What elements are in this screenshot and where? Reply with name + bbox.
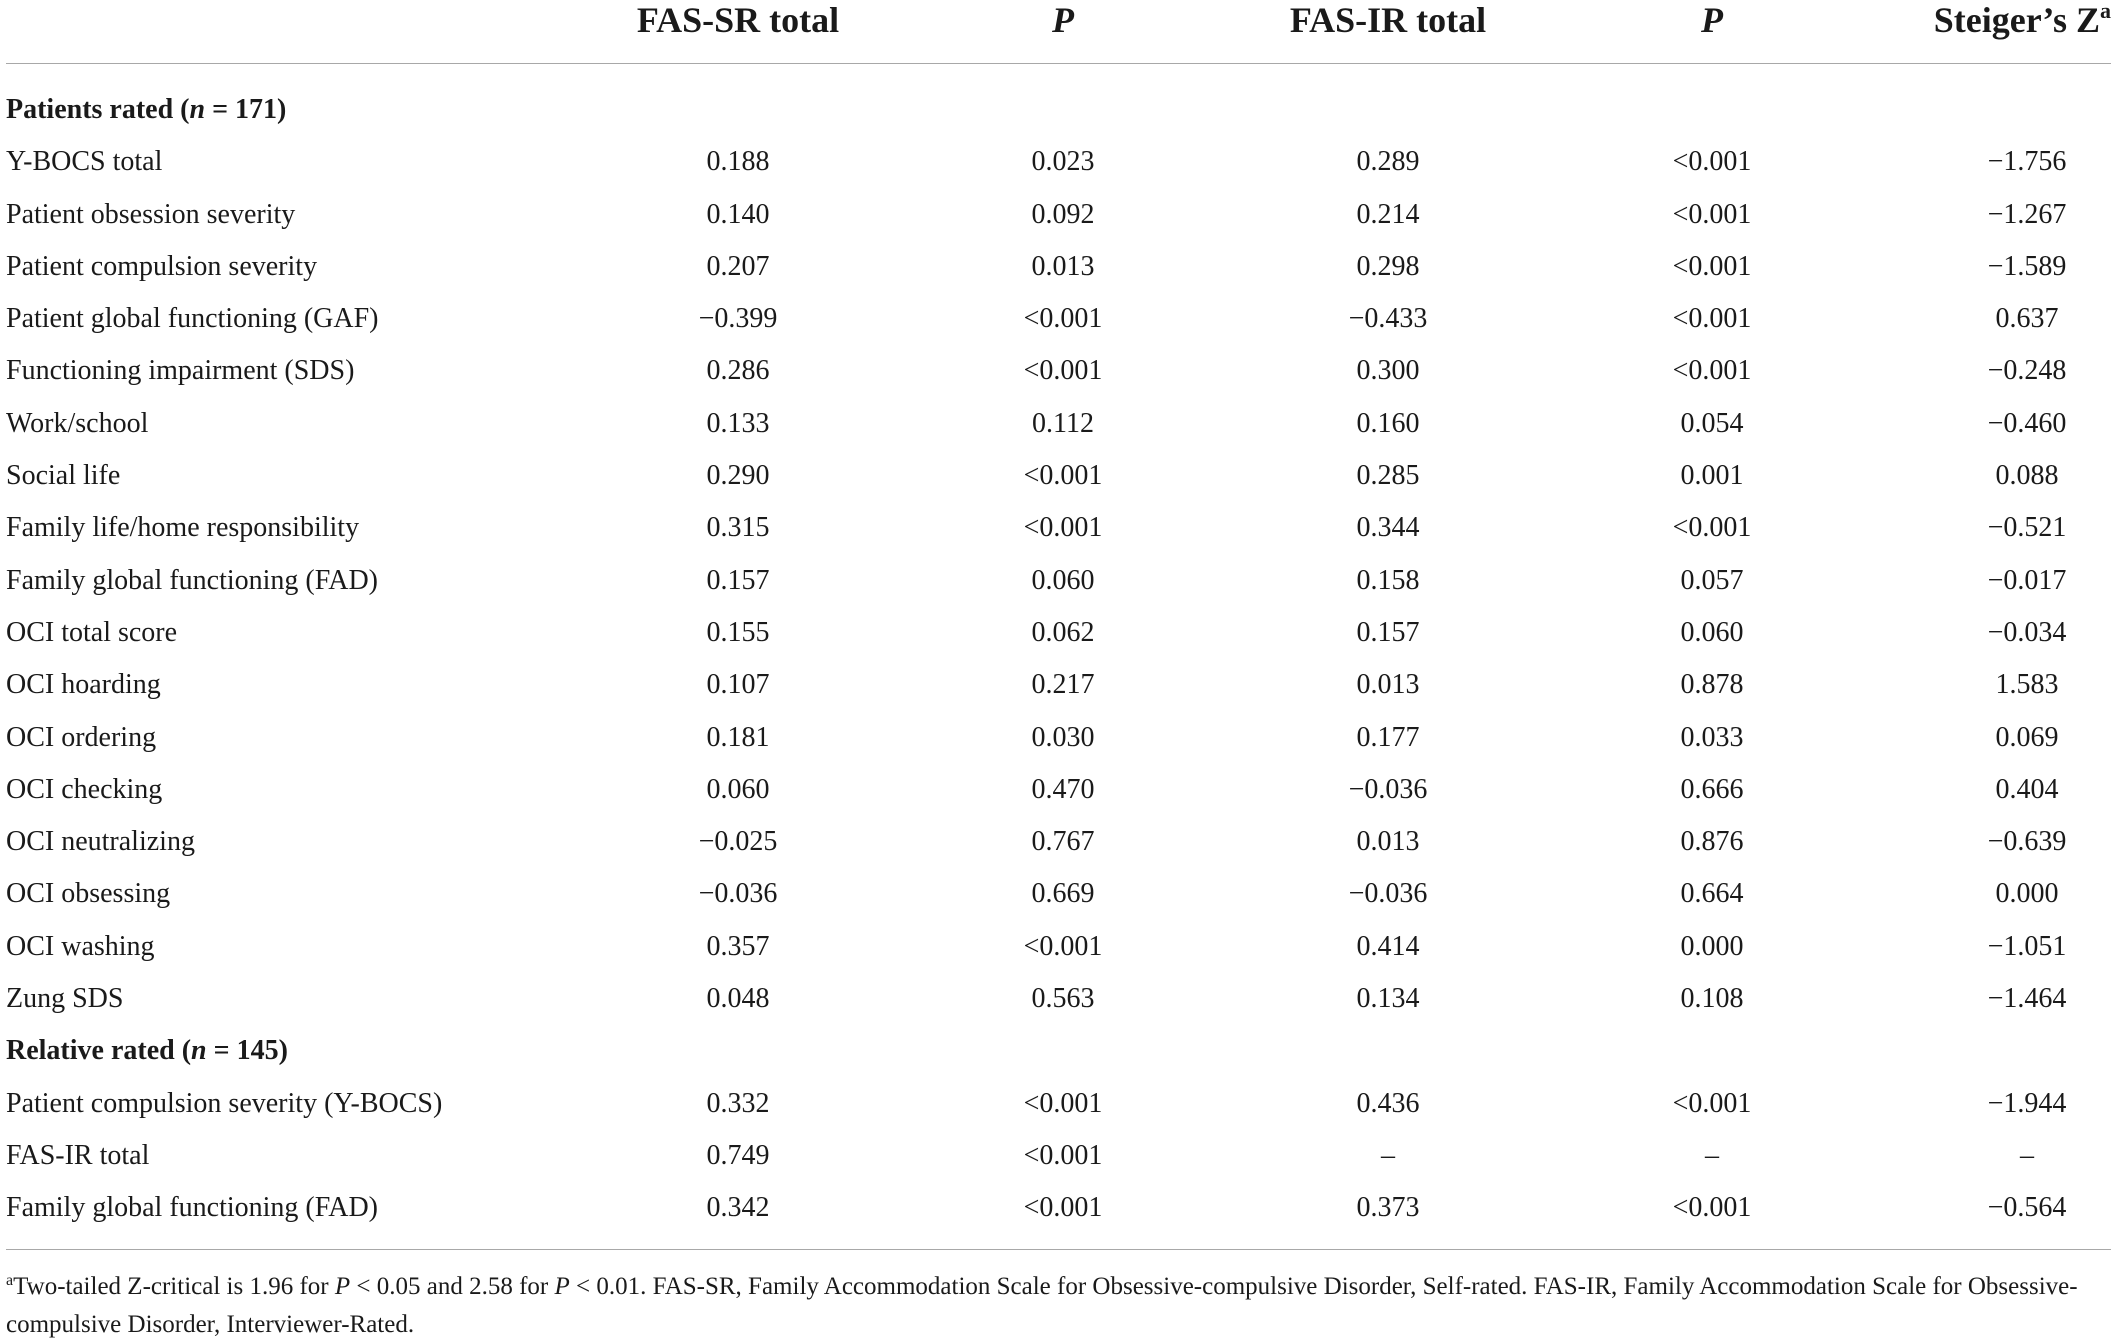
fas-sr-value: 0.048 xyxy=(706,983,770,1015)
fas-sr-p-value: 0.013 xyxy=(1031,250,1095,282)
table-row xyxy=(0,659,2117,711)
fas-ir-value: 0.177 xyxy=(1356,721,1420,753)
fas-sr-value: 0.140 xyxy=(706,198,770,230)
row-label: FAS-IR total xyxy=(6,1139,150,1171)
table-bottom-divider xyxy=(6,1249,2111,1250)
fas-ir-value: −0.433 xyxy=(1348,303,1428,335)
steiger-z-value: −0.034 xyxy=(1987,616,2067,648)
fas-sr-p-value: <0.001 xyxy=(1023,1139,1103,1171)
fas-sr-p-value: 0.030 xyxy=(1031,721,1095,753)
fas-ir-value: 0.298 xyxy=(1356,250,1420,282)
table-row xyxy=(0,868,2117,920)
fas-sr-value: 0.315 xyxy=(706,512,770,544)
steiger-z-value: −0.564 xyxy=(1987,1192,2067,1224)
table-body xyxy=(0,84,2117,1235)
steiger-z-value: 0.069 xyxy=(1995,721,2059,753)
fas-sr-p-value: <0.001 xyxy=(1023,460,1103,492)
section-title-n: n xyxy=(189,94,206,125)
fas-ir-p-value: <0.001 xyxy=(1672,1087,1752,1119)
fas-ir-p-value: 0.060 xyxy=(1680,616,1744,648)
steiger-z-value: – xyxy=(2020,1139,2034,1171)
section-header-row xyxy=(0,84,2117,136)
header-fas-ir-total: FAS-IR total xyxy=(1289,0,1487,40)
fas-sr-p-value: 0.092 xyxy=(1031,198,1095,230)
fas-sr-value: 0.155 xyxy=(706,616,770,648)
fas-sr-p-value: 0.112 xyxy=(1032,407,1094,439)
footnote-text-2: < 0.05 and 2.58 for xyxy=(350,1273,555,1300)
table-row xyxy=(0,502,2117,554)
row-label: OCI total score xyxy=(6,616,178,648)
header-steiger-z xyxy=(1934,0,2111,40)
fas-sr-p-value: 0.669 xyxy=(1031,878,1095,910)
row-label: OCI washing xyxy=(6,930,155,962)
fas-sr-value: 0.749 xyxy=(706,1139,770,1171)
row-label: OCI obsessing xyxy=(6,878,171,910)
fas-sr-value: 0.286 xyxy=(706,355,770,387)
row-label: OCI neutralizing xyxy=(6,826,195,858)
fas-sr-p-value: <0.001 xyxy=(1023,303,1103,335)
section-title xyxy=(6,1025,288,1077)
steiger-z-value: 0.404 xyxy=(1995,773,2059,805)
fas-ir-value: 0.013 xyxy=(1356,669,1420,701)
fas-ir-p-value: 0.001 xyxy=(1680,460,1744,492)
fas-ir-p-value: 0.108 xyxy=(1680,983,1744,1015)
fas-ir-p-value: <0.001 xyxy=(1672,355,1752,387)
table-row xyxy=(0,398,2117,450)
fas-sr-p-value: 0.060 xyxy=(1031,564,1095,596)
fas-sr-p-value: 0.062 xyxy=(1031,616,1095,648)
steiger-z-value: 1.583 xyxy=(1995,669,2059,701)
fas-sr-value: 0.060 xyxy=(706,773,770,805)
steiger-z-value: −1.267 xyxy=(1987,198,2067,230)
fas-ir-p-value: <0.001 xyxy=(1672,512,1752,544)
steiger-z-value: −0.017 xyxy=(1987,564,2067,596)
header-steiger-z-superscript: a xyxy=(2100,0,2111,23)
table-row xyxy=(0,921,2117,973)
table-row xyxy=(0,189,2117,241)
fas-ir-value: 0.344 xyxy=(1356,512,1420,544)
fas-sr-value: 0.357 xyxy=(706,930,770,962)
table-row xyxy=(0,816,2117,868)
fas-ir-p-value: 0.054 xyxy=(1680,407,1744,439)
fas-sr-p-value: <0.001 xyxy=(1023,512,1103,544)
fas-sr-value: 0.133 xyxy=(706,407,770,439)
steiger-z-value: −0.248 xyxy=(1987,355,2067,387)
table-header-row xyxy=(0,0,2117,62)
fas-sr-value: −0.036 xyxy=(698,878,778,910)
fas-ir-value: 0.300 xyxy=(1356,355,1420,387)
section-title-prefix: Patients rated ( xyxy=(6,94,190,125)
steiger-z-value: −0.639 xyxy=(1987,826,2067,858)
row-label: Work/school xyxy=(6,407,149,439)
row-label: Y-BOCS total xyxy=(6,146,163,178)
table-row xyxy=(0,293,2117,345)
steiger-z-value: 0.637 xyxy=(1995,303,2059,335)
fas-sr-p-value: 0.023 xyxy=(1031,146,1095,178)
fas-sr-p-value: 0.217 xyxy=(1031,669,1095,701)
fas-ir-value: 0.013 xyxy=(1356,826,1420,858)
fas-ir-value: 0.373 xyxy=(1356,1192,1420,1224)
fas-sr-value: 0.332 xyxy=(706,1087,770,1119)
fas-ir-p-value: 0.666 xyxy=(1680,773,1744,805)
fas-sr-value: −0.025 xyxy=(698,826,778,858)
row-label: Patient compulsion severity (Y-BOCS) xyxy=(6,1087,443,1119)
fas-sr-value: 0.207 xyxy=(706,250,770,282)
header-p-1: P xyxy=(1052,0,1074,40)
fas-ir-p-value: 0.664 xyxy=(1680,878,1744,910)
section-title-prefix: Relative rated ( xyxy=(6,1035,192,1067)
fas-sr-value: −0.399 xyxy=(698,303,778,335)
table-row xyxy=(0,607,2117,659)
fas-ir-p-value: <0.001 xyxy=(1672,1192,1752,1224)
row-label: Social life xyxy=(6,460,121,492)
fas-sr-value: 0.188 xyxy=(706,146,770,178)
table-row xyxy=(0,973,2117,1025)
fas-ir-value: −0.036 xyxy=(1348,773,1428,805)
fas-sr-p-value: <0.001 xyxy=(1023,930,1103,962)
footnote-marker: a xyxy=(6,1272,14,1289)
fas-ir-value: 0.160 xyxy=(1356,407,1420,439)
section-title-n: n xyxy=(191,1035,207,1067)
fas-ir-value: 0.158 xyxy=(1356,564,1420,596)
fas-ir-p-value: 0.057 xyxy=(1680,564,1744,596)
row-label: OCI checking xyxy=(6,773,163,805)
table-row xyxy=(0,1078,2117,1130)
fas-ir-value: 0.289 xyxy=(1356,146,1420,178)
fas-sr-p-value: <0.001 xyxy=(1023,355,1103,387)
steiger-z-value: −0.521 xyxy=(1987,512,2067,544)
steiger-z-value: 0.088 xyxy=(1995,460,2059,492)
fas-ir-p-value: <0.001 xyxy=(1672,250,1752,282)
footnote-text-1: Two-tailed Z-critical is 1.96 for xyxy=(13,1273,335,1300)
steiger-z-value: −1.051 xyxy=(1987,930,2067,962)
section-title xyxy=(6,84,286,136)
fas-ir-p-value: <0.001 xyxy=(1672,303,1752,335)
fas-sr-p-value: 0.563 xyxy=(1031,983,1095,1015)
table-row xyxy=(0,555,2117,607)
fas-ir-value: 0.134 xyxy=(1356,983,1420,1015)
header-divider xyxy=(6,63,2111,64)
header-steiger-z-text: Steiger’s Z xyxy=(1933,0,2100,40)
header-fas-sr-total: FAS-SR total xyxy=(636,0,840,40)
table-row xyxy=(0,1182,2117,1234)
section-title-suffix: = 171) xyxy=(205,94,287,125)
row-label: Family life/home responsibility xyxy=(6,512,360,544)
fas-ir-value: 0.414 xyxy=(1356,930,1420,962)
steiger-z-value: −1.589 xyxy=(1987,250,2067,282)
section-title-suffix: = 145) xyxy=(206,1035,288,1067)
table-row xyxy=(0,241,2117,293)
fas-sr-p-value: 0.470 xyxy=(1031,773,1095,805)
row-label: OCI ordering xyxy=(6,721,157,753)
fas-sr-value: 0.290 xyxy=(706,460,770,492)
steiger-z-value: −1.944 xyxy=(1987,1087,2067,1119)
steiger-z-value: −1.464 xyxy=(1987,983,2067,1015)
fas-ir-value: 0.214 xyxy=(1356,198,1420,230)
fas-ir-p-value: 0.878 xyxy=(1680,669,1744,701)
row-label: Family global functioning (FAD) xyxy=(6,564,378,596)
steiger-z-value: −1.756 xyxy=(1987,146,2067,178)
fas-sr-p-value: <0.001 xyxy=(1023,1087,1103,1119)
table-footnote xyxy=(6,1262,2111,1344)
fas-ir-p-value: <0.001 xyxy=(1672,146,1752,178)
row-label: Patient global functioning (GAF) xyxy=(6,303,379,335)
row-label: Zung SDS xyxy=(6,983,124,1015)
row-label: Patient obsession severity xyxy=(6,198,296,230)
fas-ir-p-value: 0.876 xyxy=(1680,826,1744,858)
row-label: Patient compulsion severity xyxy=(6,250,318,282)
fas-sr-value: 0.181 xyxy=(706,721,770,753)
row-label: Family global functioning (FAD) xyxy=(6,1192,378,1224)
table-row xyxy=(0,764,2117,816)
row-label: OCI hoarding xyxy=(6,669,161,701)
header-p-2: P xyxy=(1701,0,1723,40)
table-row xyxy=(0,1130,2117,1182)
steiger-z-value: 0.000 xyxy=(1995,878,2059,910)
footnote-p-2: P xyxy=(554,1273,570,1300)
row-label: Functioning impairment (SDS) xyxy=(6,355,355,387)
section-header-row xyxy=(0,1025,2117,1077)
fas-ir-p-value: – xyxy=(1705,1139,1719,1171)
steiger-z-value: −0.460 xyxy=(1987,407,2067,439)
footnote-text-3: < 0.01. FAS-SR, Family Accommodation Scale for Obsessive-compulsive Disorder, Self-rated. FAS-IR, Family Accommodation Scale for Obsessive-compulsive Disorder, Interviewer-Rated. xyxy=(6,1273,2078,1338)
fas-sr-value: 0.157 xyxy=(706,564,770,596)
table-row xyxy=(0,712,2117,764)
fas-ir-p-value: 0.033 xyxy=(1680,721,1744,753)
fas-ir-value: −0.036 xyxy=(1348,878,1428,910)
table-row xyxy=(0,136,2117,188)
fas-sr-value: 0.342 xyxy=(706,1192,770,1224)
fas-ir-value: 0.157 xyxy=(1356,616,1420,648)
fas-ir-value: – xyxy=(1381,1139,1395,1171)
fas-sr-p-value: 0.767 xyxy=(1031,826,1095,858)
table-row xyxy=(0,345,2117,397)
fas-sr-value: 0.107 xyxy=(706,669,770,701)
fas-sr-p-value: <0.001 xyxy=(1023,1192,1103,1224)
fas-ir-value: 0.436 xyxy=(1356,1087,1420,1119)
fas-ir-value: 0.285 xyxy=(1356,460,1420,492)
table-row xyxy=(0,450,2117,502)
fas-ir-p-value: <0.001 xyxy=(1672,198,1752,230)
fas-ir-p-value: 0.000 xyxy=(1680,930,1744,962)
footnote-p-1: P xyxy=(334,1273,351,1300)
